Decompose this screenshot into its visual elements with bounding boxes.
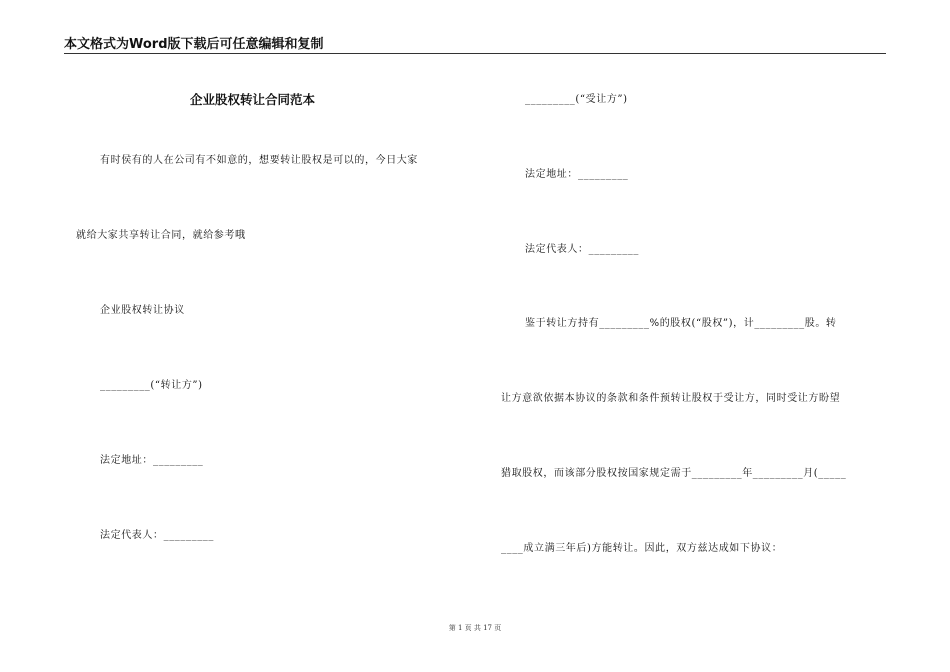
right-paragraph-transferee: _________(“受让方”) <box>525 94 628 105</box>
right-paragraph-whereas-line-3: 猎取股权，而该部分股权按国家规定需于_________年_________月(_____ <box>501 468 847 479</box>
right-paragraph-whereas-line-2: 让方意欲依据本协议的条款和条件预转让股权于受让方，同时受让方盼望 <box>501 393 841 404</box>
left-paragraph-intro-line-1: 有时侯有的人在公司有不如意的，想要转让股权是可以的，今日大家 <box>100 155 418 166</box>
right-paragraph-transferee-address: 法定地址：_________ <box>525 169 629 180</box>
left-paragraph-transferor: _________(“转让方”) <box>100 380 203 391</box>
left-paragraph-intro-line-2: 就给大家共享转让合同，就给参考哦 <box>76 230 246 241</box>
left-paragraph-agreement-heading: 企业股权转让协议 <box>100 305 185 316</box>
left-paragraph-transferor-representative: 法定代表人：_________ <box>100 530 214 541</box>
page-number-footer: 第 1 页 共 17 页 <box>448 624 502 632</box>
header-divider <box>64 53 886 54</box>
document-title: 企业股权转让合同范本 <box>190 92 316 107</box>
left-paragraph-transferor-address: 法定地址：_________ <box>100 455 204 466</box>
document-header-banner: 本文格式为Word版下载后可任意编辑和复制 <box>64 37 324 52</box>
right-paragraph-whereas-line-1: 鉴于转让方持有_________%的股权(“股权”)，计_________股。转 <box>525 318 837 329</box>
right-paragraph-whereas-line-4: ____成立满三年后)方能转让。因此，双方兹达成如下协议： <box>501 543 783 554</box>
right-paragraph-transferee-representative: 法定代表人：_________ <box>525 244 639 255</box>
